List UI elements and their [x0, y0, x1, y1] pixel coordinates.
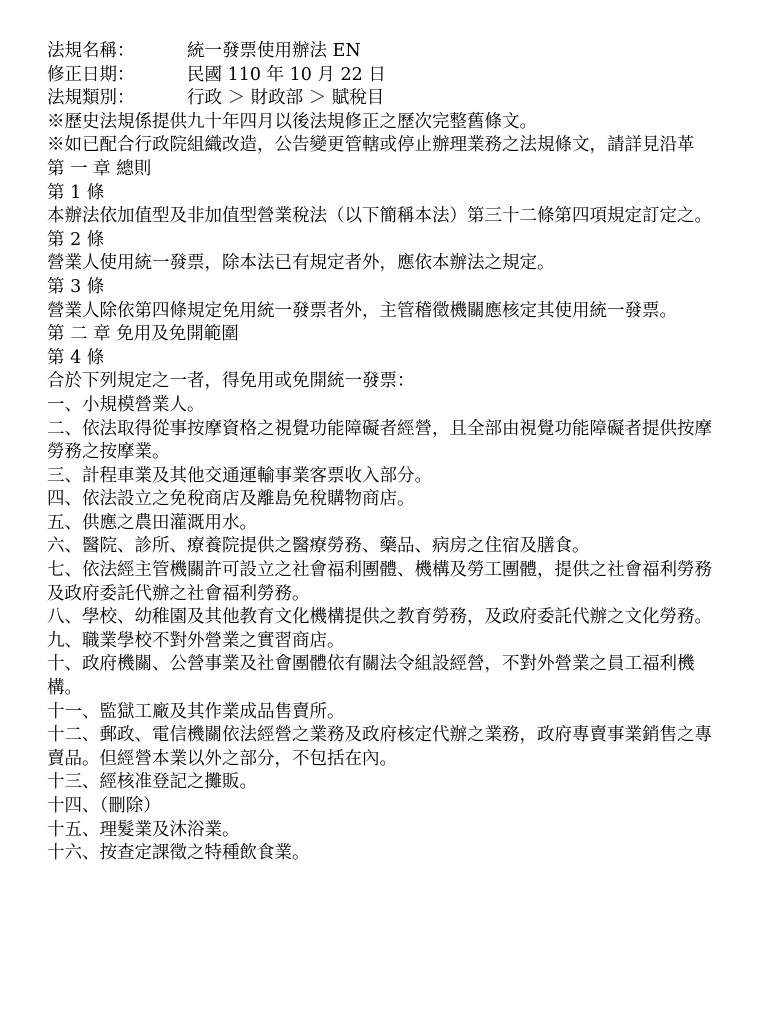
chapter-heading: 第 二 章 免用及免開範圍	[47, 324, 239, 345]
article-number: 第 2 條	[47, 229, 105, 250]
regulation-document	[47, 40, 712, 866]
reorganization-note: ※如已配合行政院組織改造，公告變更管轄或停止辦理業務之法規條文，請詳見沿革	[47, 135, 695, 156]
list-item: 十二、郵政、電信機關依法經營之業務及政府核定代辦之業務，政府專賣事業銷售之專賣品。但經營本業以外之部分，不包括在內。	[47, 725, 712, 769]
list-item: 八、學校、幼稚園及其他教育文化機構提供之教育勞務，及政府委託代辦之文化勞務。	[47, 607, 712, 628]
article-number: 第 3 條	[47, 276, 105, 297]
meta-row-category	[47, 87, 712, 111]
list-item: 三、計程車業及其他交通運輸事業客票收入部分。	[47, 465, 432, 486]
list-item: 十、政府機關、公營事業及社會團體依有關法令組設經營，不對外營業之員工福利機構。	[47, 654, 695, 699]
meta-key: 修正日期：	[47, 64, 135, 85]
list-item: 十六、按查定課徵之特種飲食業。	[47, 843, 310, 864]
list-item: 四、依法設立之免稅商店及離島免稅購物商店。	[47, 489, 415, 510]
meta-row-date	[47, 64, 712, 88]
list-item: 十三、經核准登記之攤販。	[47, 772, 257, 793]
chapter-heading: 第 一 章 總則	[47, 158, 152, 179]
history-note: ※歷史法規係提供九十年四月以後法規修正之歷次完整舊條文。	[47, 111, 537, 132]
article-text: 本辦法依加值型及非加值型營業稅法（以下簡稱本法）第三十二條第四項規定訂定之。	[47, 206, 712, 227]
meta-key: 法規類別：	[47, 88, 135, 109]
list-item: 二、依法取得從事按摩資格之視覺功能障礙者經營，且全部由視覺功能障礙者提供按摩勞務之按摩業。	[47, 418, 712, 463]
list-item: 十五、理髮業及沐浴業。	[47, 819, 240, 840]
list-item: 十一、監獄工廠及其作業成品售賣所。	[47, 701, 345, 722]
list-item: 六、醫院、診所、療養院提供之醫療勞務、藥品、病房之住宿及膳食。	[47, 536, 590, 557]
amendment-date: 民國 110 年 10 月 22 日	[187, 64, 386, 85]
regulation-name: 統一發票使用辦法 EN	[187, 41, 361, 61]
list-item: 七、依法經主管機關許可設立之社會福利團體、機構及勞工團體，提供之社會福利勞務及政府委託代辦之社會福利勞務。	[47, 560, 712, 604]
list-item: 一、小規模營業人。	[47, 394, 205, 415]
article-text: 營業人除依第四條規定免用統一發票者外，主管稽徵機關應核定其使用統一發票。	[47, 300, 677, 321]
list-item: 五、供應之農田灌溉用水。	[47, 512, 257, 533]
list-item: 十四、（刪除）	[47, 796, 161, 816]
meta-row-name	[47, 40, 712, 64]
article-text: 營業人使用統一發票，除本法已有規定者外，應依本辦法之規定。	[47, 253, 555, 274]
article-number: 第 1 條	[47, 182, 105, 203]
article-number: 第 4 條	[47, 347, 105, 368]
list-item: 九、職業學校不對外營業之實習商店。	[47, 630, 345, 651]
article-text: 合於下列規定之一者，得免用或免開統一發票：	[47, 371, 415, 392]
regulation-category: 行政 ＞ 財政部 ＞ 賦稅目	[187, 88, 385, 109]
meta-key: 法規名稱：	[47, 41, 135, 61]
